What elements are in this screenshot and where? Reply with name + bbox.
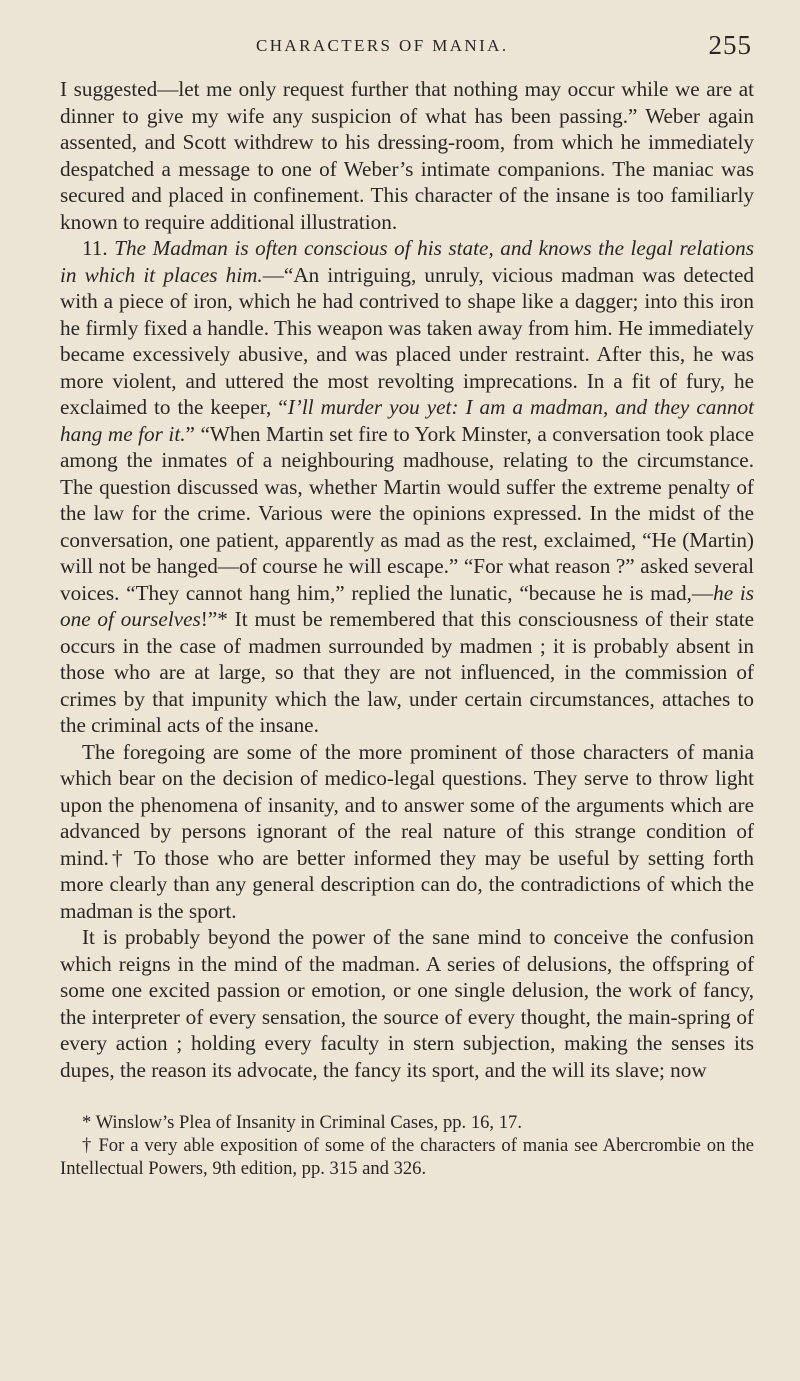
body-text (60, 76, 754, 1083)
text-segment: —“An intriguing, unruly, vicious madman was detected with a piece of iron, which he had contrived to shape like a dagger; into this iron he firmly fixed a handle. This weapon was taken away from him. He immediately became excessively abusive, and was placed under restraint. After this, he was more violent, and uttered the most revolting imprecations. In a fit of fury, he exclaimed to the keeper, “ (60, 262, 754, 419)
page-number: 255 (708, 30, 752, 60)
footnote-asterisk: * Winslow’s Plea of Insanity in Criminal Cases, pp. 16, 17. (82, 1112, 522, 1133)
text-segment: The foregoing are some of the more prominent of those characters of mania which bear on the decision of medico-legal questions. They serve to throw light upon the phenomena of insanity, and to answer some of the arguments which are advanced by persons ignorant of the real nature of this strange condition of mind.† To those who are better informed they may be useful by setting forth more clearly than any general description can do, the contradictions of which the madman is the sport. (60, 739, 754, 923)
quoted-exclamation: I’ll murder you yet: I am a madman, and they cannot hang me for it. (60, 395, 754, 446)
section-number: 11. (82, 236, 115, 260)
section-heading: The Madman is often conscious of his state, and knows the legal relations in which it places him. (60, 236, 754, 287)
paragraph-madman-conscious (60, 235, 754, 739)
text-segment: ” “When Martin set fire to York Minster, a conversation took place among the inmates of a neighbouring madhouse, relating to the circumstance. The question discussed was, whether Martin would suffer the extreme penalty of the law for the crime. Various were the opinions expressed. In the midst of the conversation, one patient, apparently as mad as the rest, exclaimed, “He (Martin) will not be hanged—of course he will escape.” “For what reason ?” asked several voices. “They cannot hang him,” replied the lunatic, “because he is mad,— (60, 421, 754, 605)
page-header (60, 32, 754, 72)
footnote-dagger: † For a very able exposition of some of the characters of mania see Abercrombie on the Intellectual Powers, 9th edition, pp. 315 and 326. (60, 1135, 754, 1179)
text-segment: It is probably beyond the power of the sane mind to conceive the confusion which reigns in the mind of the madman. A series of delusions, the offspring of some one excited passion or emotion, or one single delusion, the work of fancy, the interpreter of every sensation, the source of every thought, the main-spring of every action ; holding every faculty in stern subjection, making the senses its dupes, the reason its advocate, the fancy its sport, and the will its slave; now (60, 925, 754, 1082)
footnotes (60, 1111, 754, 1180)
running-head: CHARACTERS OF MANIA. (256, 36, 509, 55)
quoted-emphasis: he is one of ourselves (60, 580, 755, 631)
text-segment: !”* It must be remembered that this consciousness of their state occurs in the case of madmen surrounded by madmen ; it is probably absent in those who are at large, so that they are not influenced, in the commission of crimes by that impunity which the law, under certain circumstances, attaches to the criminal acts of the insane. (60, 607, 754, 737)
text-segment: I suggested—let me only request further that nothing may occur while we are at dinner to give my wife any suspicion of what has been passing.” Weber again assented, and Scott withdrew to his dressing-room, from which he immediately despatched a message to one of Weber’s intimate companions. The maniac was secured and placed in confinement. This character of the insane is too familiarly known to require additional illustration. (60, 77, 754, 234)
paragraph-confusion (60, 924, 754, 1083)
paragraph-continuation (60, 76, 754, 235)
paragraph-foregoing (60, 739, 754, 925)
